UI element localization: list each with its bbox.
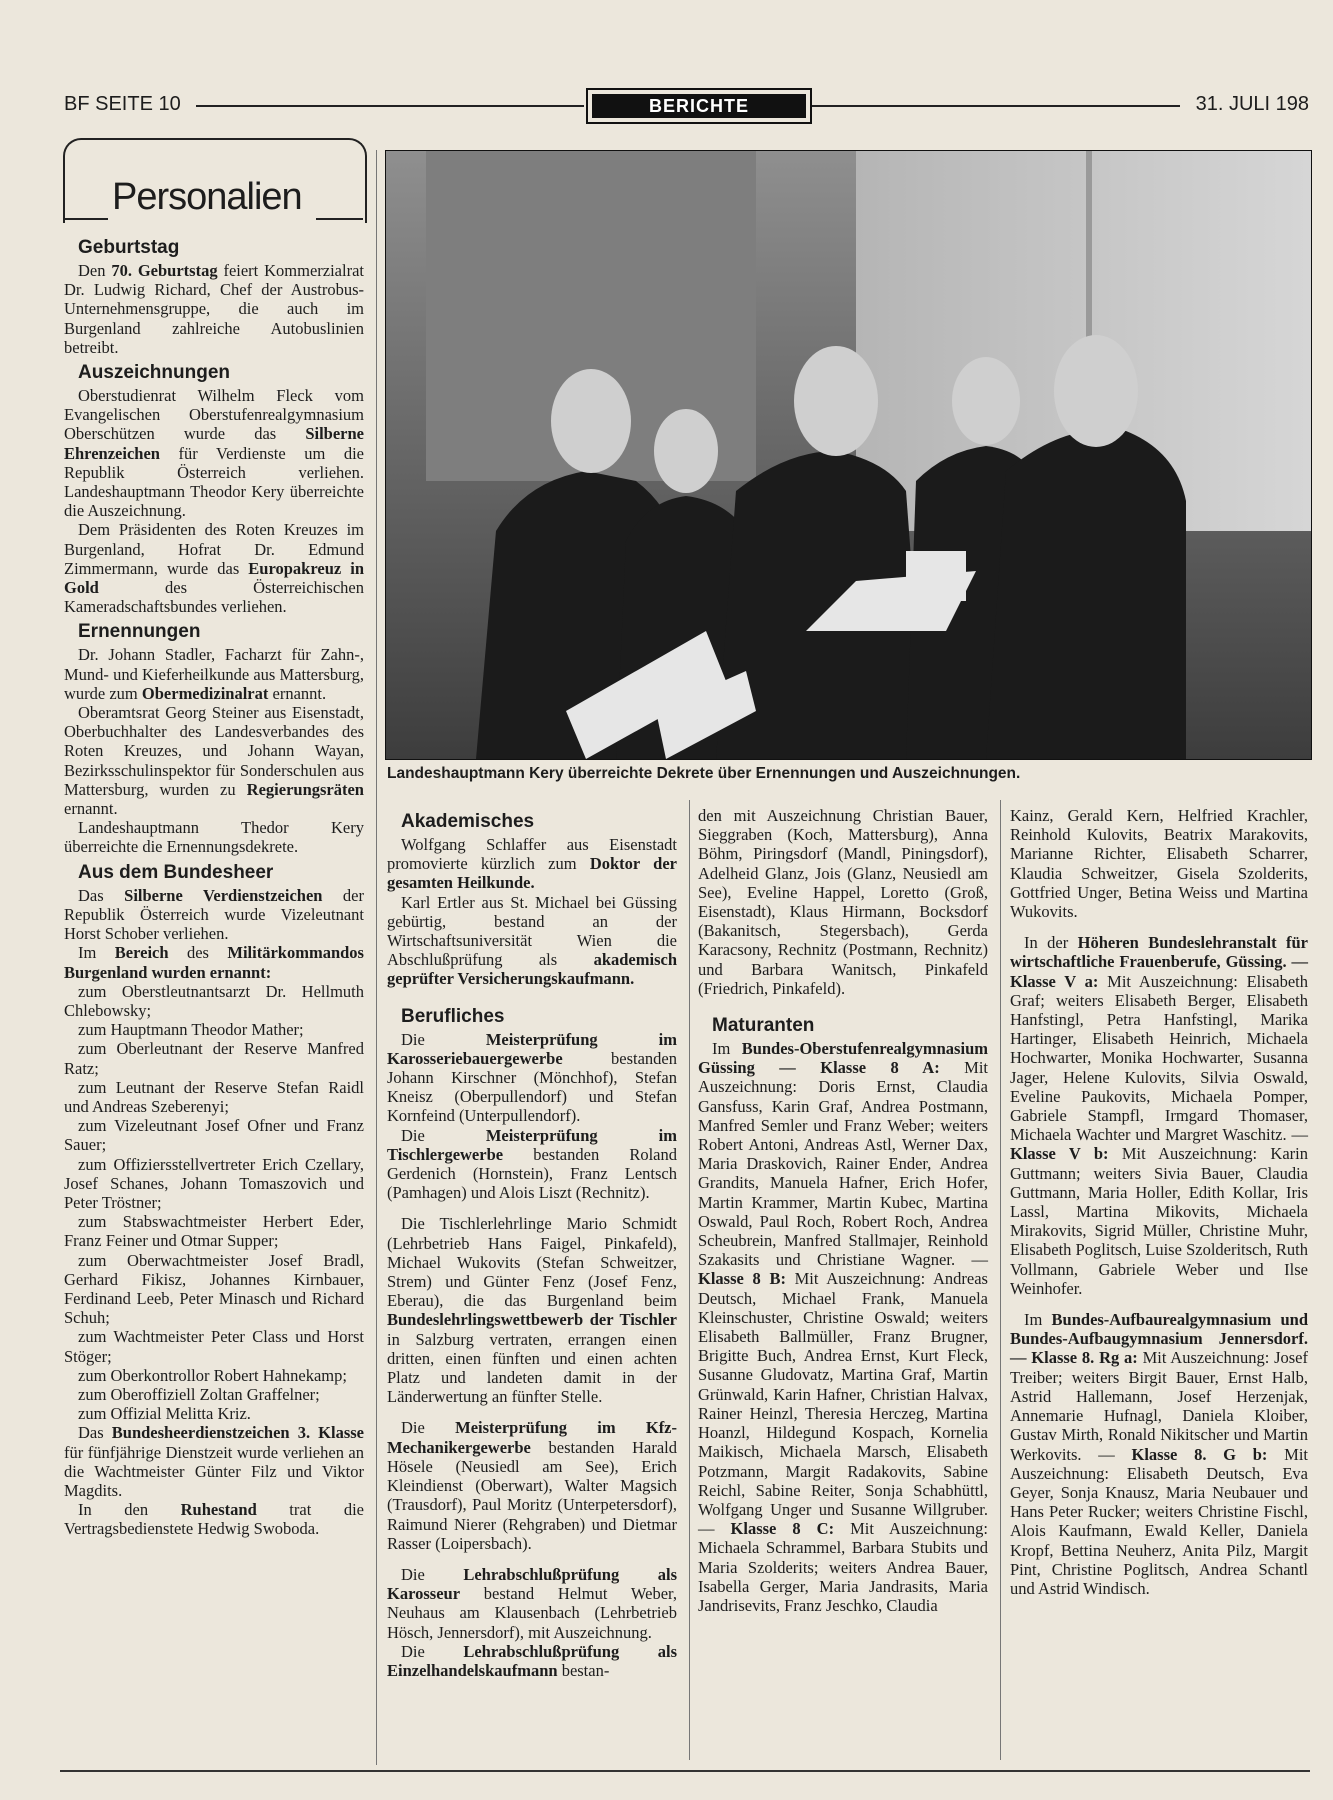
text: Das	[78, 885, 125, 905]
paragraph	[387, 1214, 677, 1406]
news-photo	[385, 150, 1312, 760]
spacer	[387, 1202, 677, 1214]
paragraph	[387, 1565, 677, 1642]
paragraph	[387, 1418, 677, 1552]
text: Die	[401, 1641, 464, 1661]
text: der Republik Österreich wurde Vizeleutnant Horst Schober verliehen.	[64, 885, 364, 944]
paragraph	[1010, 933, 1308, 1298]
heading-maturanten: Maturanten	[712, 1015, 815, 1037]
paragraph	[387, 1126, 677, 1203]
spacer	[1010, 1298, 1308, 1310]
page-number: BF SEITE 10	[64, 93, 181, 115]
text-bold: Klasse V b:	[1010, 1144, 1109, 1164]
paragraph	[64, 386, 364, 520]
list-item: zum Oberwachtmeister Josef Bradl, Gerhard Fikisz, Johannes Kirnbauer, Ferdinand Leeb, Peter Minasch und Richard Schuh;	[64, 1250, 364, 1328]
text: Karl Ertler aus St. Michael bei Güssing gebürtig, bestand an der Wirtschaftsuniversität Wien die Abschlußprüfung als	[387, 892, 677, 970]
text: Mit Auszeichnung: Karin Guttmann; weiters Sivia Bauer, Claudia Guttmann, Maria Holler, Edith Kollar, Iris Lassl, Martina Mikovits, Michaela Mirakovits, Sigrid Müller, Christine Muhr, Elisabeth Poglitsch, Luise Szolderitsch, Ruth Vollmann, Gabriele Weber und Ilse Weinhofer.	[1010, 1144, 1308, 1298]
column-rule	[1000, 800, 1001, 1760]
paragraph	[64, 520, 364, 616]
header-rule-left	[196, 105, 584, 107]
text: In der	[1024, 933, 1078, 953]
text: Die	[401, 1029, 486, 1049]
paragraph	[1010, 1310, 1308, 1598]
text-bold: Lehrabschlußprüfung als Karosseur	[387, 1564, 677, 1604]
paragraph	[64, 703, 364, 818]
text: Mit Auszeichnung: Michaela Schrammel, Barbara Stubits und Maria Szolderits; weiters Andrea Bauer, Isabella Gerger, Maria Jandrasits, Maria Jandrisevits, Franz Jeschko, Claudia	[698, 1519, 989, 1615]
list-item: zum Leutnant der Reserve Stefan Raidl und Andreas Szeberenyi;	[64, 1077, 364, 1116]
text-bold: Klasse 8 B:	[698, 1269, 786, 1289]
paragraph	[64, 261, 364, 357]
text: Die Tischlerlehrlinge Mario Schmidt (Lehrbetrieb Hans Faigel, Pinkafeld), Michael Wukovits (Stefan Schweitzer, Strem) und Günter Fenz (Josef Fenz, Eberau), die das Burgenland beim	[387, 1214, 677, 1311]
column-rule	[376, 150, 377, 1765]
list-item: zum Wachtmeister Peter Class und Horst Stöger;	[64, 1327, 364, 1366]
paragraph	[698, 1039, 988, 1615]
heading-auszeichnungen: Auszeichnungen	[78, 362, 231, 384]
text-bold: Bereich	[114, 943, 169, 963]
text-bold: Silberne Ehrenzeichen	[64, 424, 364, 463]
text: Die	[401, 1564, 464, 1584]
text: bestanden Harald Hösele (Neusiedl am See), Erich Kleindienst (Oberwart), Walter Magsich (Trausdorf), Paul Moritz (Unterpetersdorf), Raimund Nierer (Rehgraben) und Dietmar Rasser (Loipersbach).	[387, 1437, 677, 1553]
text: Den	[78, 261, 112, 280]
heading-geburtstag: Geburtstag	[78, 237, 180, 258]
text: Die	[401, 1125, 486, 1145]
text: Oberstudienrat Wilhelm Fleck vom Evangelischen Oberstufenrealgymnasium Oberschützen wurde das	[64, 386, 364, 444]
text-bold: Höheren Bundeslehranstalt für wirtschaftliche Frauenberufe, Güssing. — Klasse V a:	[1010, 933, 1308, 991]
text-bold: Militärkommandos Burgenland wurden ernannt:	[64, 943, 364, 982]
paragraph: den mit Auszeichnung Christian Bauer, Sieggraben (Koch, Mattersburg), Anna Böhm, Piringsdorf (Mandl, Piningsdorf), Adelheid Glanz, Jois (Glanz, Neusiedl am See), Eveline Happel, Loretto (Groß, Eisenstadt), Klaus Hirmann, Bocksdorf (Bakanitsch, Stegersbach), Gerda Karacsony, Rechnitz (Postmann, Rechnitz) und Barbara Wanitsch, Pinkafeld (Friedrich, Pinkafeld).	[698, 806, 988, 998]
heading-bundesheer: Aus dem Bundesheer	[78, 861, 274, 883]
text: Die	[401, 1418, 456, 1438]
column-maturanten	[698, 806, 988, 1615]
text-bold: Bundes-Oberstufenrealgymnasium Güssing — Klasse 8 A:	[698, 1039, 988, 1078]
text-bold: Ruhestand	[180, 1500, 257, 1520]
text: ernannt.	[64, 799, 118, 819]
column-maturanten-cont	[1010, 806, 1308, 1598]
text: feiert Kommerzialrat Dr. Ludwig Richard, Chef der Austrobus-Unternehmensgruppe, die auch im Burgenland zahlreiche Autobuslinien betreibt.	[64, 261, 364, 357]
text: bestanden Johann Kirschner (Mönchhof), Stefan Kneisz (Oberpullendorf) und Stefan Kornfeind (Unterpullendorf).	[387, 1048, 677, 1126]
paragraph	[64, 1500, 364, 1538]
photo-caption: Landeshauptmann Kery überreichte Dekrete über Ernennungen und Auszeichnungen.	[387, 765, 1021, 782]
text: bestand Helmut Weber, Neuhaus am Klausenbach (Lehrbetrieb Hösch, Jennersdorf), mit Auszeichnung.	[387, 1584, 677, 1642]
list-item: zum Oberleutnant der Reserve Manfred Ratz;	[64, 1039, 364, 1078]
text: des Österreichischen Kameradschaftsbundes verliehen.	[64, 578, 364, 617]
paragraph	[64, 886, 364, 944]
text: Im	[1024, 1310, 1052, 1330]
text-bold: akademisch geprüfter Versicherungskaufmann.	[387, 950, 677, 989]
list-item: zum Hauptmann Theodor Mather;	[78, 1020, 304, 1040]
text-bold: Europakreuz in Gold	[64, 558, 364, 598]
column-personalien	[64, 232, 364, 1539]
personalien-title: Personalien	[108, 176, 306, 219]
text: für fünfjährige Dienstzeit wurde verliehen an die Wachtmeister Günter Filz und Viktor Magdits.	[64, 1442, 364, 1500]
paragraph	[64, 645, 364, 703]
text-bold: Obermedizinalrat	[141, 683, 269, 703]
text-bold: Regierungsräten	[246, 779, 364, 799]
paragraph: Landeshauptmann Thedor Kery überreichte die Ernennungsdekrete.	[64, 818, 364, 857]
text-bold: 70. Geburtstag	[111, 261, 218, 280]
text: Dr. Johann Stadler, Facharzt für Zahn-, Mund- und Kieferheilkunde aus Mattersburg, wurde zum	[64, 645, 364, 703]
list-item: zum Oberstleutnantsarzt Dr. Hellmuth Chlebowsky;	[64, 981, 364, 1020]
spacer	[1010, 921, 1308, 933]
text-bold: Klasse 8 C:	[730, 1519, 835, 1539]
heading-akademisches: Akademisches	[401, 811, 535, 832]
text: ernannt.	[268, 683, 327, 703]
paragraph	[387, 835, 677, 893]
spacer	[387, 1553, 677, 1565]
text: trat die Vertragsbedienstete Hedwig Swoboda.	[64, 1500, 364, 1539]
list-item: zum Oberkontrollor Robert Hahnekamp;	[78, 1365, 347, 1385]
photo-illustration	[386, 151, 1311, 759]
text: des	[168, 943, 228, 963]
text-bold: Lehrabschlußprüfung als Einzelhandelskaufmann	[387, 1641, 677, 1680]
section-label-box	[586, 88, 812, 124]
text: Das	[78, 1423, 112, 1443]
paragraph	[64, 943, 364, 981]
paragraph	[387, 1642, 677, 1680]
text-bold: Bundeslehrlingswettbewerb der Tischler	[387, 1310, 677, 1330]
list-item: zum Vizeleutnant Josef Ofner und Franz Sauer;	[64, 1116, 364, 1155]
list-item: zum Oberoffiziell Zoltan Graffelner;	[78, 1384, 320, 1404]
paragraph	[387, 1030, 677, 1126]
text: bestan-	[557, 1660, 610, 1680]
text-bold: Doktor der gesamten Heilkunde.	[387, 854, 678, 893]
text: Mit Auszeichnung: Elisabeth Deutsch, Eva Geyer, Sonja Knausz, Maria Neubauer und Hans Peter Rucker; weiters Christine Fischl, Alois Kaufmann, Ewald Keller, Daniela Kropf, Bettina Neuherz, Anita Pilz, Margit Pint, Christine Poglitsch, Andrea Schantl und Astrid Windisch.	[1010, 1444, 1308, 1598]
spacer	[698, 998, 988, 1010]
spacer	[387, 989, 677, 1001]
text: Mit Auszeichnung: Elisabeth Graf; weiters Elisabeth Berger, Elisabeth Hanfstingl, Petra Hanfstingl, Marika Hartinger, Elisabeth Heinrich, Michaela Hochwarter, Monika Hochwarter, Susanna Jager, Helene Kulovits, Silvia Oswald, Eveline Paukovits, Michaela Pomper, Gabriele Stampfl, Irmgard Thomaser, Michaela Wachter und Margret Waschitz. —	[1010, 971, 1308, 1145]
text: Im	[712, 1039, 742, 1059]
issue-date: 31. JULI 198	[1195, 93, 1309, 115]
text: für Verdienste um die Republik Österreich verliehen. Landeshauptmann Theodor Kery überreichte die Auszeichnung.	[64, 443, 364, 521]
text: Mit Auszeichnung: Andreas Deutsch, Michael Frank, Manuela Kleinschuster, Christine Oswald; weiters Elisabeth Ballmüller, Franz Brugner, Brigitte Buch, Andrea Ernst, Kurt Fleck, Susanne Gludovatz, Martina Graf, Martin Grünwald, Karin Hafner, Christian Halvax, Rainer Heinzl, Theresia Herczeg, Martina Hoanzl, Hildegund Kospach, Kornelia Maikisch, Michaela Marsch, Elisabeth Potzmann, Margit Radakovits, Sabine Reichl, Sabine Reiter, Sonja Schabhüttl, Wolfgang Unger und Susanne Willgruber. —	[698, 1269, 988, 1539]
heading-ernennungen: Ernennungen	[78, 621, 201, 643]
text: Dem Präsidenten des Roten Kreuzes im Burgenland, Hofrat Dr. Edmund Zimmermann, wurde das	[64, 520, 364, 578]
text: Wolfgang Schlaffer aus Eisenstadt promovierte kürzlich zum	[387, 835, 677, 874]
text: Im	[78, 943, 115, 963]
text: In den	[78, 1500, 181, 1520]
text-bold: Meisterprüfung im Karosseriebauergewerbe	[387, 1029, 677, 1068]
text: bestanden Roland Gerdenich (Hornstein), Franz Lentsch (Pamhagen) und Alois Liszt (Rechnitz).	[387, 1144, 677, 1203]
text-bold: Bundesheerdienstzeichen 3. Klasse	[111, 1423, 364, 1443]
bottom-rule	[60, 1770, 1310, 1772]
paragraph	[64, 1423, 364, 1500]
heading-berufliches: Berufliches	[401, 1005, 505, 1027]
column-akademisches-berufliches	[387, 806, 677, 1680]
paragraph	[387, 893, 677, 989]
column-rule	[689, 800, 690, 1760]
page-header	[64, 88, 1309, 128]
list-item: zum Stabswachtmeister Herbert Eder, Franz Feiner und Otmar Supper;	[64, 1212, 364, 1251]
text: Mit Auszeichnung: Josef Treiber; weiters Birgit Bauer, Ernst Halb, Astrid Hallemann, Josef Herzenjak, Annemarie Hufnagl, Daniela Kloiber, Gustav Mirth, Ronald Nikitscher und Martin Werkovits. —	[1010, 1348, 1308, 1464]
personalien-rule-right	[316, 218, 363, 220]
text: Mit Auszeichnung: Doris Ernst, Claudia Gansfuss, Karin Graf, Andrea Postmann, Manfred Semler und Franz Weber; weiters Robert Antoni, Andreas Astl, Werner Dax, Maria Draskovich, Rainer Ender, Andrea Grandits, Manuela Hafner, Erich Hofer, Martin Krammer, Martin Kubec, Martina Oswald, Paul Roch, Robert Roch, Andrea Scheubrein, Manfred Stallmajer, Reinhold Szakasits und Christiane Wagner. —	[698, 1058, 988, 1270]
header-rule-right	[812, 105, 1180, 107]
text-bold: Meisterprüfung im Tischlergewerbe	[387, 1125, 677, 1164]
personalien-rule-left	[63, 218, 108, 220]
text-bold: Bundes-Aufbaurealgymnasium und Bundes-Aufbaugymnasium Jennersdorf. — Klasse 8. Rg a:	[1010, 1310, 1308, 1368]
paragraph: Kainz, Gerald Kern, Helfried Krachler, Reinhold Kulovits, Beatrix Marakovits, Marianne Richter, Elisabeth Scharrer, Klaudia Schweitzer, Gisela Szolderits, Gottfried Unger, Betina Weiss und Martina Wukovits.	[1010, 806, 1308, 922]
spacer	[387, 1406, 677, 1418]
list-item: zum Offiziersstellvertreter Erich Czellary, Josef Schanes, Johann Tomaszovich und Peter Tröstner;	[64, 1154, 364, 1212]
text-bold: Meisterprüfung im Kfz-Mechanikergewerbe	[387, 1418, 678, 1457]
section-label: BERICHTE	[592, 94, 806, 118]
text: Oberamtsrat Georg Steiner aus Eisenstadt, Oberbuchhalter des Landesverbandes des Roten Kreuzes, und Johann Wayan, Bezirksschulinspektor für Sonderschulen aus Mattersburg, wurden zu	[64, 703, 364, 799]
text: in Salzburg vertraten, errangen einen dritten, einen fünften und einen achten Platz und landeten damit in der Länderwertung an fünfter Stelle.	[387, 1329, 677, 1407]
list-item: zum Offizial Melitta Kriz.	[78, 1404, 251, 1424]
text-bold: Klasse 8. G b:	[1131, 1444, 1268, 1464]
text-bold: Silberne Verdienstzeichen	[124, 885, 323, 905]
